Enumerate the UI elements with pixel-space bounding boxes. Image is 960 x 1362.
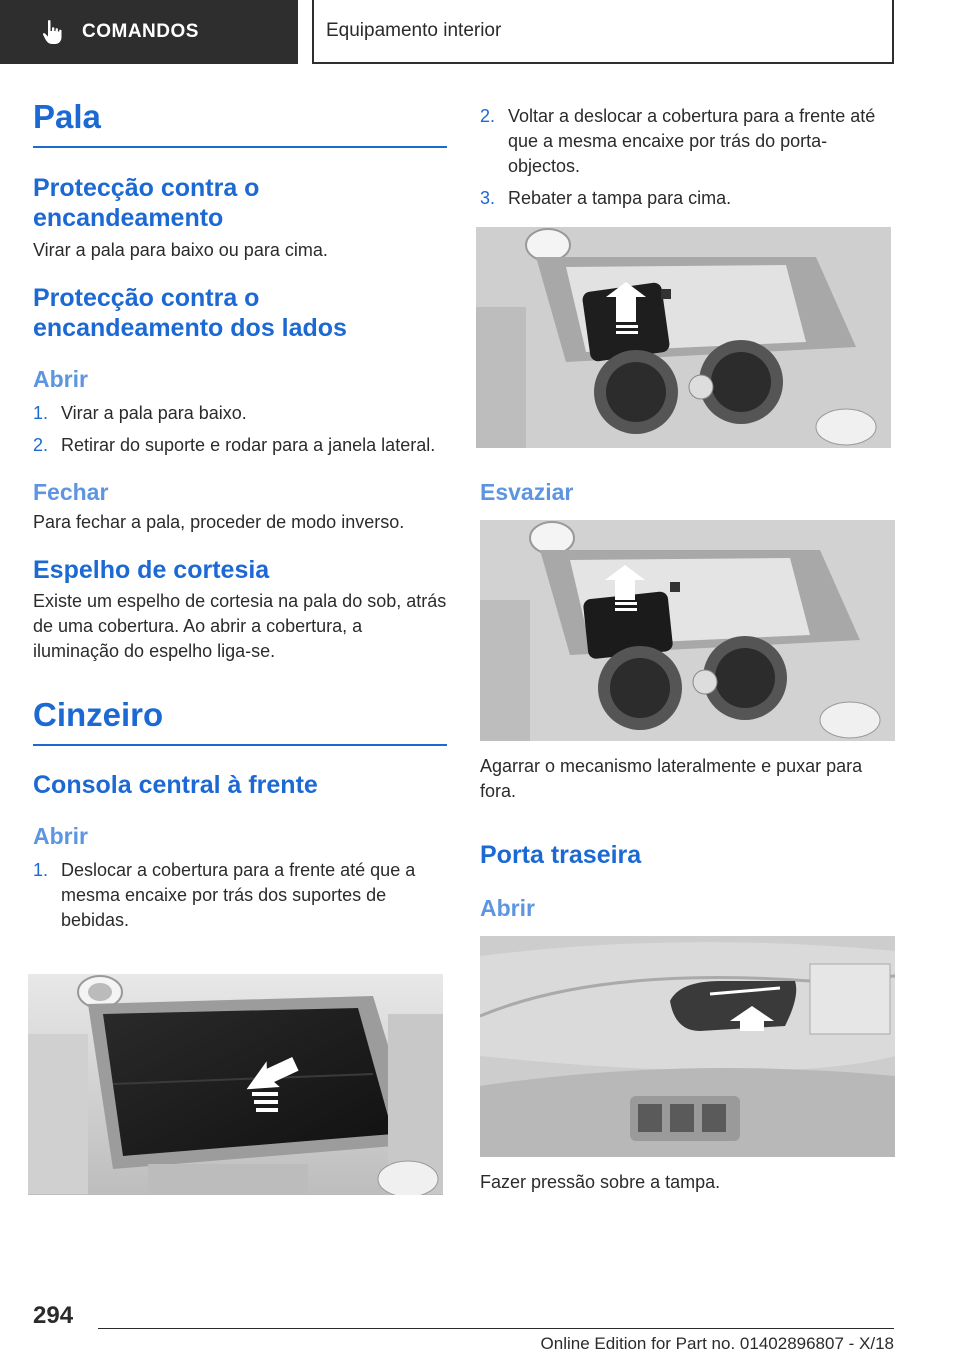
heading-esvaziar: Esvaziar	[480, 479, 574, 505]
list-item	[480, 104, 894, 179]
heading-consola: Consola central à frente	[33, 771, 318, 799]
steps-continued	[480, 104, 894, 211]
ashtray-open-photo	[476, 227, 891, 448]
list-item	[33, 433, 447, 458]
left-column	[33, 96, 447, 940]
steps-abrir-consola	[33, 858, 447, 933]
page-number: 294	[33, 1302, 74, 1329]
heading-cinzeiro: Cinzeiro	[33, 694, 447, 746]
right-column	[480, 104, 894, 218]
step-number: 2.	[33, 435, 49, 455]
hand-pointer-icon	[42, 19, 64, 45]
heading-abrir-pala: Abrir	[33, 366, 88, 392]
section-tab	[0, 0, 298, 64]
text-esvaziar: Agarrar o mecanismo lateralmente e puxar para fora.	[480, 756, 863, 801]
rear-door-photo	[480, 936, 895, 1157]
text-fechar: Para fechar a pala, proceder de modo inverso.	[33, 512, 405, 532]
list-item	[33, 858, 447, 933]
step-text: Deslocar a cobertura para a frente até que a mesma encaixe por trás dos suportes de bebidas.	[61, 860, 416, 930]
step-number: 1.	[33, 860, 49, 880]
section-title: COMANDOS	[82, 21, 199, 42]
steps-abrir-pala	[33, 401, 447, 458]
console-cover-photo	[28, 974, 443, 1195]
footer-divider	[98, 1328, 894, 1329]
chapter-tab	[312, 0, 894, 64]
step-text: Virar a pala para baixo.	[61, 403, 247, 423]
text-proteccao: Virar a pala para baixo ou para cima.	[33, 240, 328, 260]
heading-fechar: Fechar	[33, 479, 109, 505]
heading-abrir-porta: Abrir	[480, 895, 535, 921]
text-porta: Fazer pressão sobre a tampa.	[480, 1172, 721, 1192]
list-item	[33, 401, 447, 426]
heading-proteccao: Protecção contra o encandeamento	[33, 174, 260, 232]
heading-espelho: Espelho de cortesia	[33, 556, 270, 584]
step-number: 1.	[33, 403, 49, 423]
list-item	[480, 186, 894, 211]
heading-proteccao-lados: Protecção contra o encandeamento dos lados	[33, 284, 347, 342]
step-number: 2.	[480, 106, 496, 126]
ashtray-remove-photo	[480, 520, 895, 741]
heading-porta-traseira: Porta traseira	[480, 841, 642, 869]
step-text: Retirar do suporte e rodar para a janela lateral.	[61, 435, 436, 455]
step-text: Rebater a tampa para cima.	[508, 188, 732, 208]
text-espelho: Existe um espelho de cortesia na pala do sob, atrás de uma cobertura. Ao abrir a cobertura, a iluminação do espelho liga-se.	[33, 591, 447, 661]
chapter-title: Equipamento interior	[326, 20, 502, 41]
footer-edition: Online Edition for Part no. 01402896807 - X/18	[540, 1334, 894, 1353]
step-number: 3.	[480, 188, 496, 208]
heading-abrir-consola: Abrir	[33, 823, 88, 849]
heading-pala: Pala	[33, 96, 447, 148]
step-text: Voltar a deslocar a cobertura para a frente até que a mesma encaixe por trás do porta-objectos.	[508, 106, 876, 176]
